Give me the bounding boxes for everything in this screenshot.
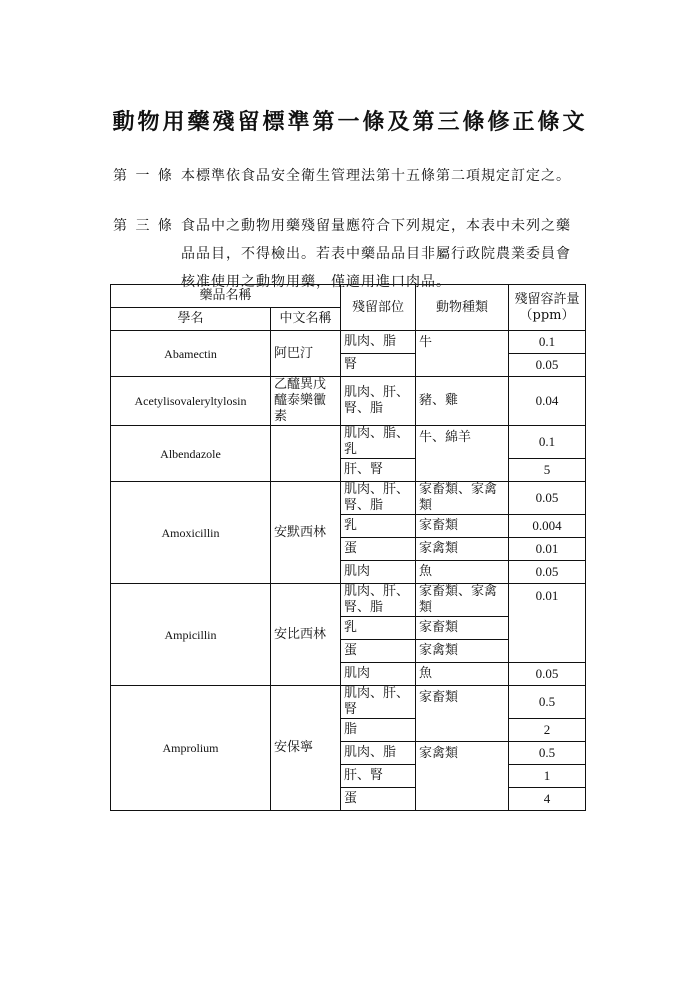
animal-species: 家畜類 [416, 617, 509, 640]
header-site: 殘留部位 [341, 285, 416, 331]
residue-site: 蛋 [341, 640, 416, 663]
table-row [111, 377, 586, 426]
residue-site: 肌肉、肝、腎、脂 [341, 377, 416, 426]
mrl-value: 0.05 [509, 561, 586, 584]
drug-chinese-name: 安比西林 [271, 584, 341, 686]
mrl-value: 0.004 [509, 515, 586, 538]
table-row [111, 426, 586, 459]
article-1-text: 本標準依食品安全衛生管理法第十五條第二項規定訂定之。 [181, 168, 571, 184]
residue-site: 乳 [341, 515, 416, 538]
header-chinese: 中文名稱 [271, 308, 341, 331]
drug-scientific-name: Albendazole [111, 426, 271, 482]
table-row [111, 482, 586, 515]
animal-species: 家禽類 [416, 538, 509, 561]
mrl-value: 2 [509, 719, 586, 742]
mrl-value: 0.05 [509, 354, 586, 377]
mrl-value: 0.01 [509, 584, 586, 663]
residue-table [110, 284, 586, 811]
residue-site: 肌肉、脂 [341, 331, 416, 354]
header-scientific: 學名 [111, 308, 271, 331]
mrl-value: 1 [509, 765, 586, 788]
mrl-value: 0.05 [509, 663, 586, 686]
residue-site: 肌肉、肝、腎 [341, 686, 416, 719]
drug-scientific-name: Acetylisovaleryltylosin [111, 377, 271, 426]
mrl-value: 5 [509, 459, 586, 482]
drug-chinese-name: 乙醯異戊醯泰樂黴素 [271, 377, 341, 426]
mrl-value: 4 [509, 788, 586, 811]
mrl-value: 0.04 [509, 377, 586, 426]
residue-site: 肌肉、脂 [341, 742, 416, 765]
residue-site: 肝、腎 [341, 765, 416, 788]
drug-scientific-name: Amoxicillin [111, 482, 271, 584]
mrl-value: 0.1 [509, 426, 586, 459]
header-mrl-unit: （ppm） [519, 307, 575, 323]
animal-species: 家畜類、家禽類 [416, 584, 509, 617]
residue-site: 蛋 [341, 788, 416, 811]
mrl-value: 0.1 [509, 331, 586, 354]
drug-chinese-name [271, 426, 341, 482]
header-species: 動物種類 [416, 285, 509, 331]
animal-species: 魚 [416, 663, 509, 686]
drug-chinese-name: 阿巴汀 [271, 331, 341, 377]
drug-scientific-name: Ampicillin [111, 584, 271, 686]
residue-site: 脂 [341, 719, 416, 742]
residue-site: 肌肉、肝、腎、脂 [341, 482, 416, 515]
header-drug-name: 藥品名稱 [111, 285, 341, 308]
residue-site: 蛋 [341, 538, 416, 561]
mrl-value: 0.5 [509, 742, 586, 765]
animal-species: 家禽類 [416, 742, 509, 811]
drug-chinese-name: 安保寧 [271, 686, 341, 811]
mrl-value: 0.05 [509, 482, 586, 515]
animal-species: 家畜類 [416, 686, 509, 742]
animal-species: 家禽類 [416, 640, 509, 663]
table-row [111, 584, 586, 617]
residue-site: 肌肉 [341, 663, 416, 686]
table-row [111, 686, 586, 719]
mrl-value: 0.01 [509, 538, 586, 561]
animal-species: 魚 [416, 561, 509, 584]
article-1-label: 第 一 條 [113, 168, 174, 184]
residue-site: 腎 [341, 354, 416, 377]
article-3-label: 第 三 條 [113, 218, 174, 234]
residue-site: 乳 [341, 617, 416, 640]
header-mrl [509, 285, 586, 331]
animal-species: 家畜類、家禽類 [416, 482, 509, 515]
residue-site: 肌肉、肝、腎、脂 [341, 584, 416, 617]
residue-site: 肌肉 [341, 561, 416, 584]
header-mrl-label: 殘留容許量 [514, 291, 580, 307]
animal-species: 家畜類 [416, 515, 509, 538]
document-title: 動物用藥殘留標準第一條及第三條修正條文 [112, 109, 588, 135]
animal-species: 牛、綿羊 [416, 426, 509, 482]
drug-scientific-name: Abamectin [111, 331, 271, 377]
animal-species: 牛 [416, 331, 509, 377]
table-row [111, 331, 586, 354]
animal-species: 豬、雞 [416, 377, 509, 426]
header-row-1 [111, 285, 586, 308]
residue-site: 肌肉、脂、乳 [341, 426, 416, 459]
mrl-value: 0.5 [509, 686, 586, 719]
residue-site: 肝、腎 [341, 459, 416, 482]
drug-scientific-name: Amprolium [111, 686, 271, 811]
article-3-text: 食品中之動物用藥殘留量應符合下列規定，本表中未列之藥品品目，不得檢出。若表中藥品品目非屬行政院農業委員會核准使用之動物用藥，僅適用進口肉品。 [181, 218, 571, 290]
drug-chinese-name: 安默西林 [271, 482, 341, 584]
article-1 [113, 162, 581, 190]
